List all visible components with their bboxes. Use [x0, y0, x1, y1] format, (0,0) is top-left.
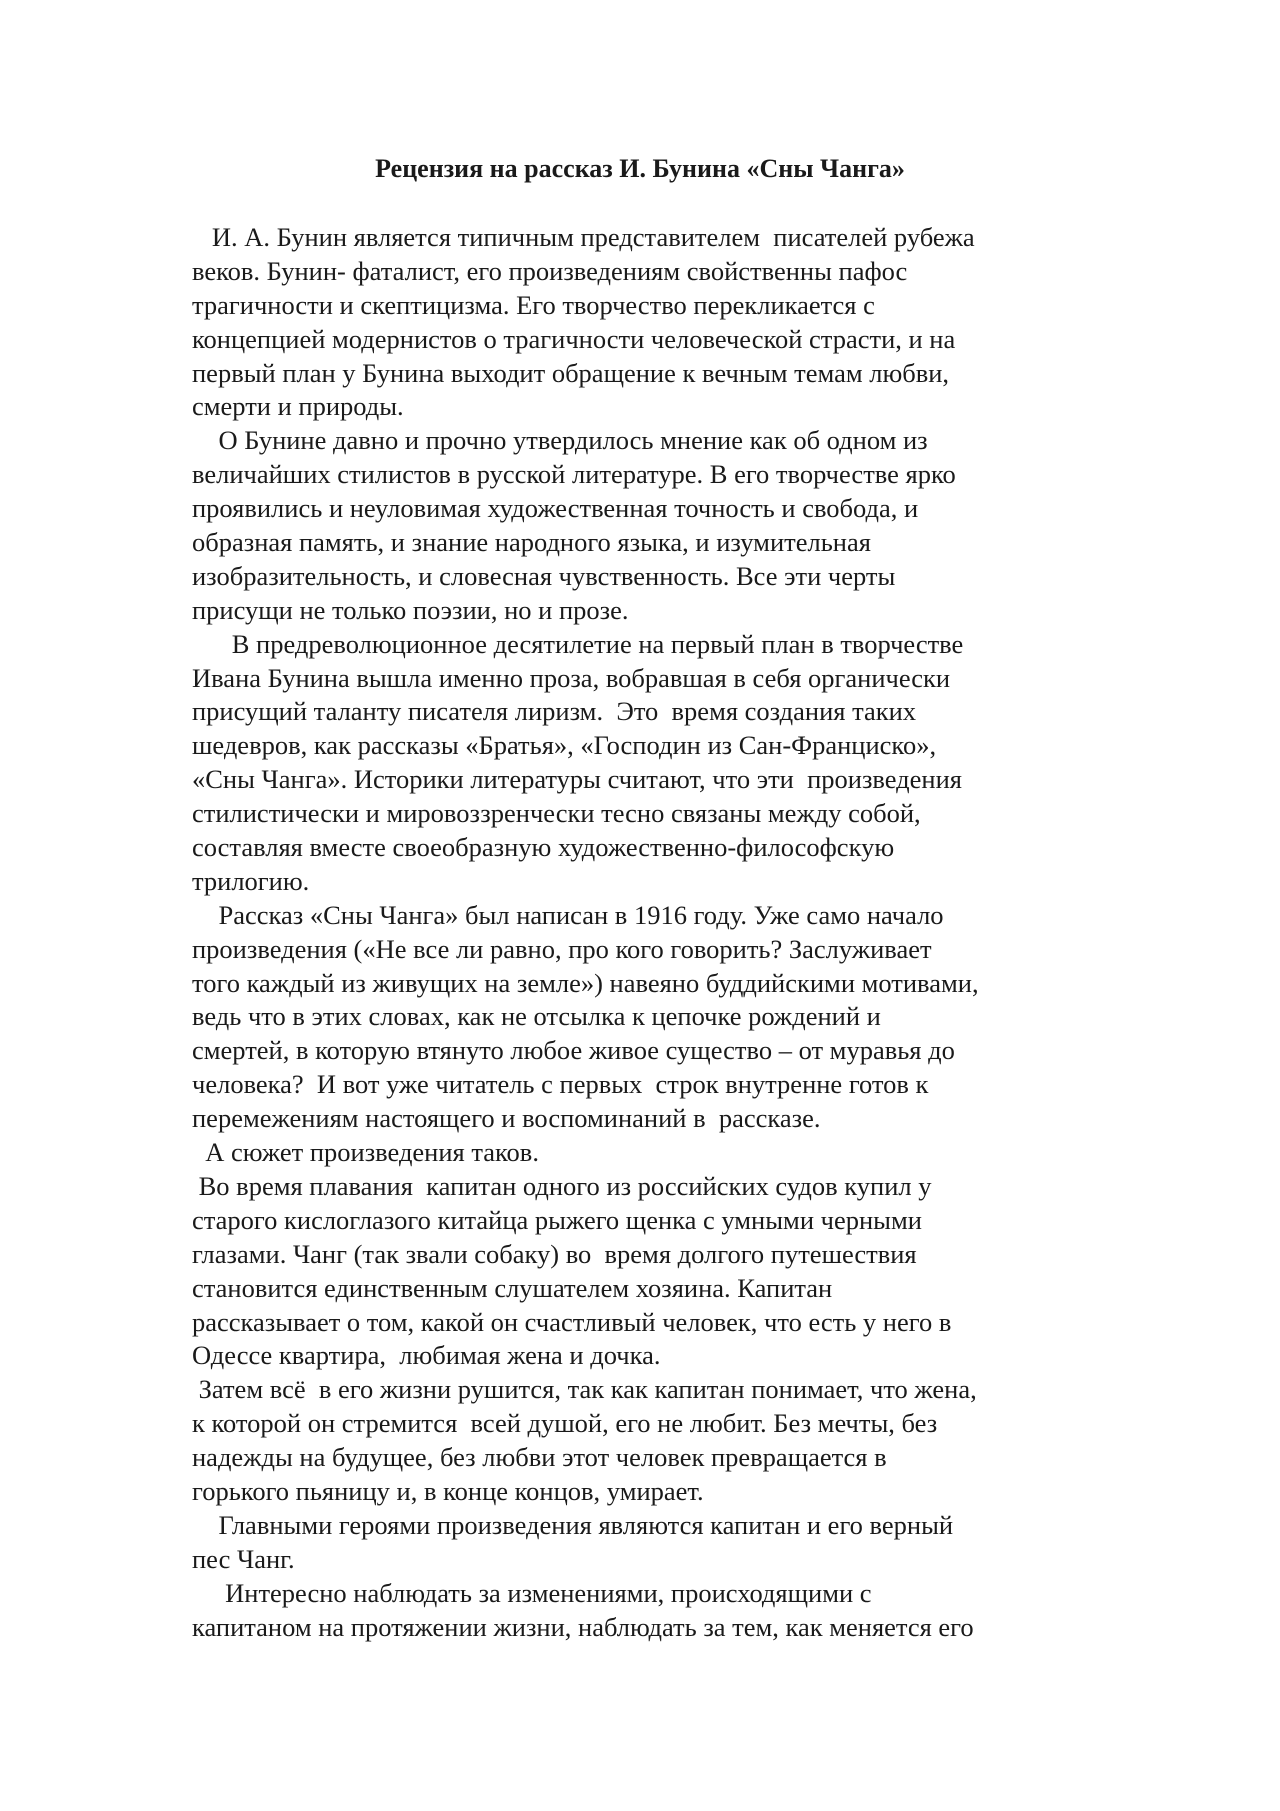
text-line: Главными героями произведения являются капитан и его верный — [192, 1509, 954, 1540]
text-line: В предреволюционное десятилетие на первый план в творчестве — [192, 628, 964, 659]
text-line: пес Чанг. — [192, 1543, 295, 1574]
document-title: Рецензия на рассказ И. Бунина «Сны Чанга» — [375, 154, 905, 183]
text-line: старого кислоглазого китайца рыжего щенка с умными черными — [192, 1204, 922, 1235]
text-line: шедевров, как рассказы «Братья», «Господин из Сан-Франциско», — [192, 730, 937, 761]
text-line: Ивана Бунина вышла именно проза, вобравшая в себя органически — [192, 662, 951, 693]
text-line: трилогию. — [192, 865, 310, 896]
text-line: концепцией модернистов о трагичности человеческой страсти, и на — [192, 323, 956, 354]
text-line: О Бунине давно и прочно утвердилось мнение как об одном из — [192, 425, 928, 456]
text-line: надежды на будущее, без любви этот человек превращается в — [192, 1442, 887, 1473]
text-line: становится единственным слушателем хозяина. Капитан — [192, 1272, 833, 1303]
text-line: перемежениям настоящего и воспоминаний в рассказе. — [192, 1103, 821, 1134]
text-line: глазами. Чанг (так звали собаку) во время долгого путешествия — [192, 1238, 917, 1269]
text-line: И. А. Бунин является типичным представителем писателей рубежа — [192, 222, 975, 252]
text-line: к которой он стремится всей душой, его не любит. Без мечты, без — [192, 1408, 938, 1439]
text-line: изобразительность, и словесная чувственность. Все эти черты — [192, 560, 896, 591]
text-line: стилистически и мировоззренчески тесно связаны между собой, — [192, 798, 921, 829]
text-line: веков. Бунин- фаталист, его произведениям свойственны пафос — [192, 255, 908, 286]
text-line: присущий таланту писателя лиризм. Это время создания таких — [192, 696, 917, 727]
text-line: горького пьяницу и, в конце концов, умирает. — [192, 1475, 704, 1506]
text-line: А сюжет произведения таков. — [192, 1137, 539, 1168]
text-line: произведения («Не все ли равно, про кого говорить? Заслуживает — [192, 933, 932, 964]
text-line: Рассказ «Сны Чанга» был написан в 1916 году. Уже само начало — [192, 899, 944, 930]
text-line: рассказывает о том, какой он счастливый человек, что есть у него в — [192, 1306, 952, 1337]
text-line: смертей, в которую втянуто любое живое существо – от муравья до — [192, 1035, 955, 1066]
text-line: капитаном на протяжении жизни, наблюдать за тем, как меняется его — [192, 1611, 974, 1642]
text-line: величайших стилистов в русской литературе. В его творчестве ярко — [192, 459, 956, 490]
text-line: составляя вместе своеобразную художественно-философскую — [192, 832, 895, 863]
document-body — [192, 221, 1092, 1644]
text-line: проявились и неуловимая художественная точность и свобода, и — [192, 493, 919, 524]
text-line: Во время плавания капитан одного из российских судов купил у — [192, 1170, 932, 1201]
text-line: Интересно наблюдать за изменениями, происходящими с — [192, 1577, 872, 1608]
text-line: смерти и природы. — [192, 391, 404, 422]
text-line: Затем всё в его жизни рушится, так как капитан понимает, что жена, — [192, 1374, 977, 1405]
text-line: образная память, и знание народного языка, и изумительная — [192, 527, 871, 558]
text-line: первый план у Бунина выходит обращение к вечным темам любви, — [192, 357, 950, 388]
text-line: того каждый из живущих на земле») навеяно буддийскими мотивами, — [192, 967, 979, 998]
text-line: «Сны Чанга». Историки литературы считают, что эти произведения — [192, 764, 962, 795]
text-line: ведь что в этих словах, как не отсылка к цепочке рождений и — [192, 1001, 881, 1032]
text-line: Одессе квартира, любимая жена и дочка. — [192, 1340, 661, 1371]
text-line: трагичности и скептицизма. Его творчество перекликается с — [192, 289, 875, 320]
text-line: присущи не только поэзии, но и прозе. — [192, 594, 629, 625]
text-line: человека? И вот уже читатель с первых строк внутренне готов к — [192, 1069, 929, 1100]
